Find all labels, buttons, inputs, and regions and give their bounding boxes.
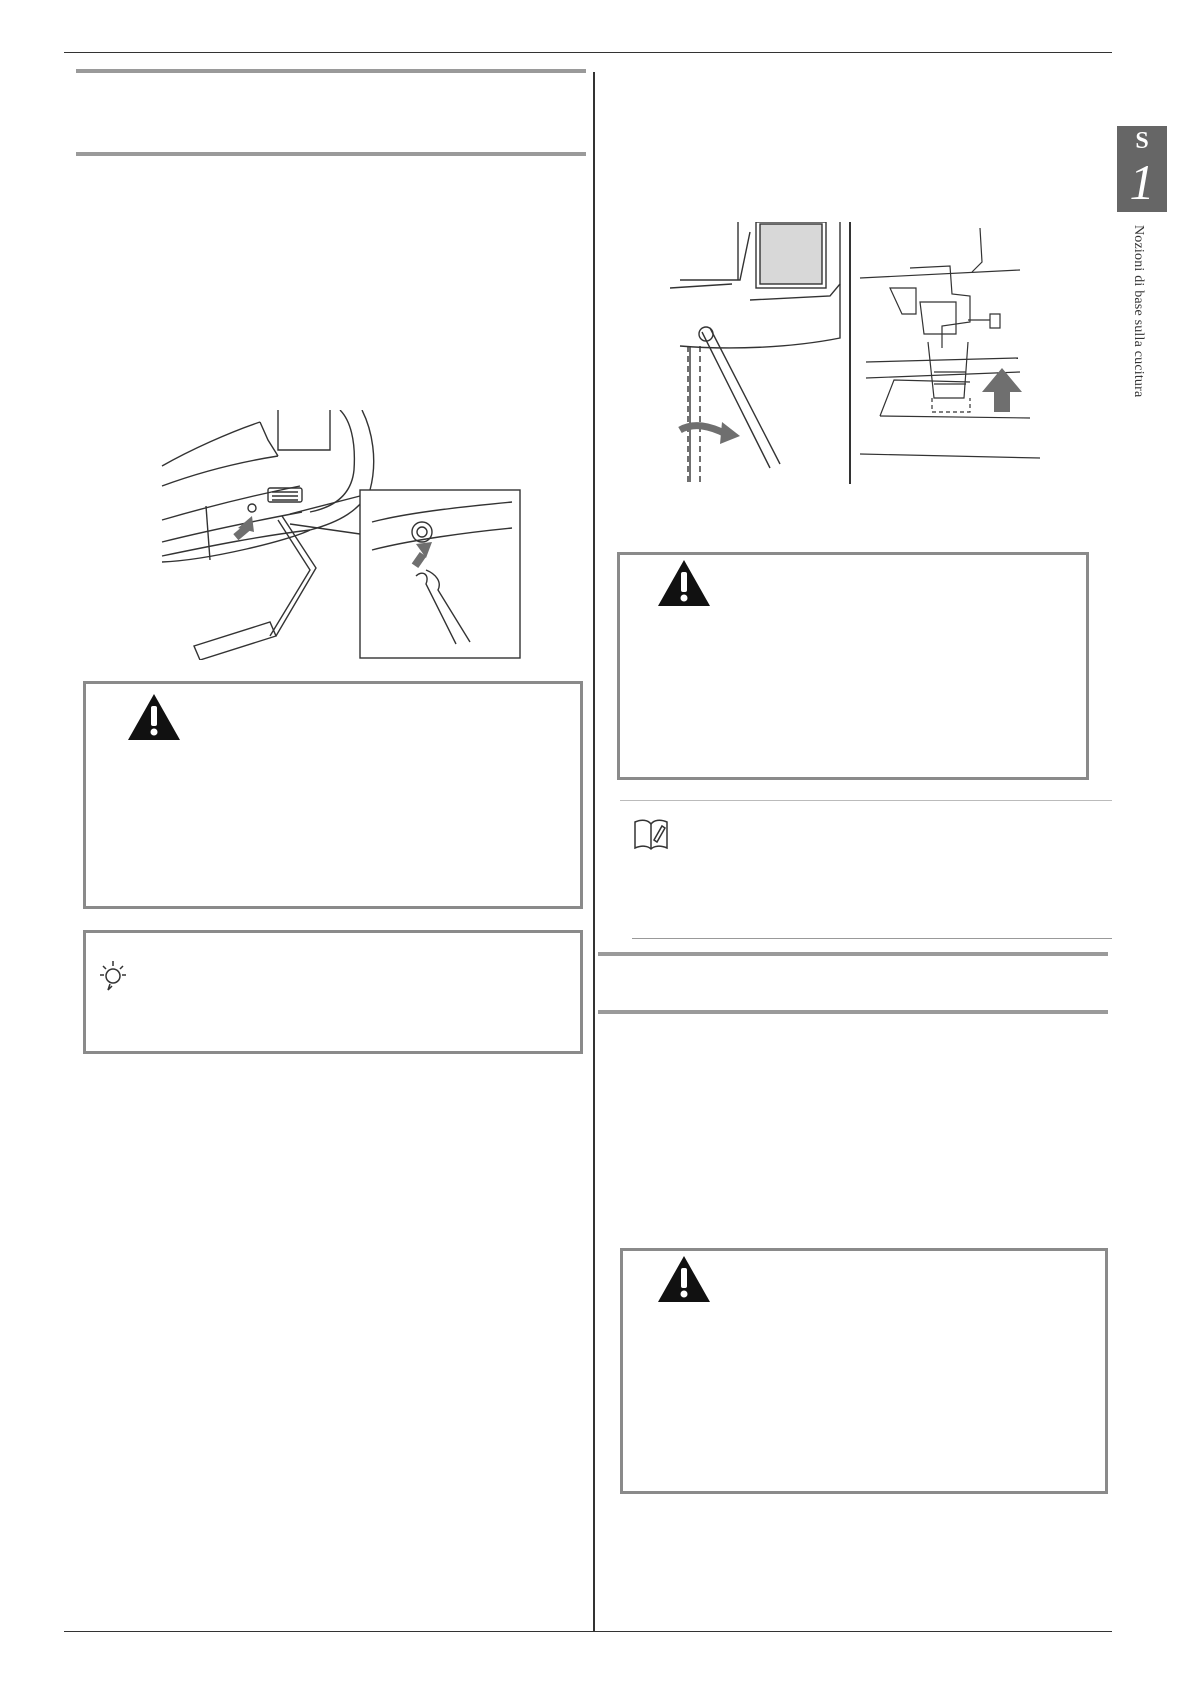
memo-rule-bottom [632,938,1112,939]
section-heading-bar-top-right [598,952,1108,956]
chapter-number: 1 [1129,154,1155,210]
presser-foot-illustration [670,222,1040,487]
chapter-tab [1117,126,1167,212]
memo-rule-top [620,800,1112,801]
column-divider [593,72,595,1631]
tip-box-left [83,930,583,1054]
section-heading-bar-top [76,69,586,73]
section-letter: S [1135,128,1149,154]
footer-rule [64,1631,1112,1632]
notebook-pencil-icon [632,816,670,852]
knee-lifter-illustration [150,410,530,660]
warning-triangle-icon [656,558,712,608]
section-heading-bar-bottom-right [598,1010,1108,1014]
section-heading-bar-bottom [76,152,586,156]
header-rule [64,52,1112,53]
chapter-title: Nozioni di base sulla cucitura [1131,225,1146,398]
warning-triangle-icon [656,1254,712,1304]
lightbulb-icon [98,958,128,992]
warning-triangle-icon [126,692,182,742]
